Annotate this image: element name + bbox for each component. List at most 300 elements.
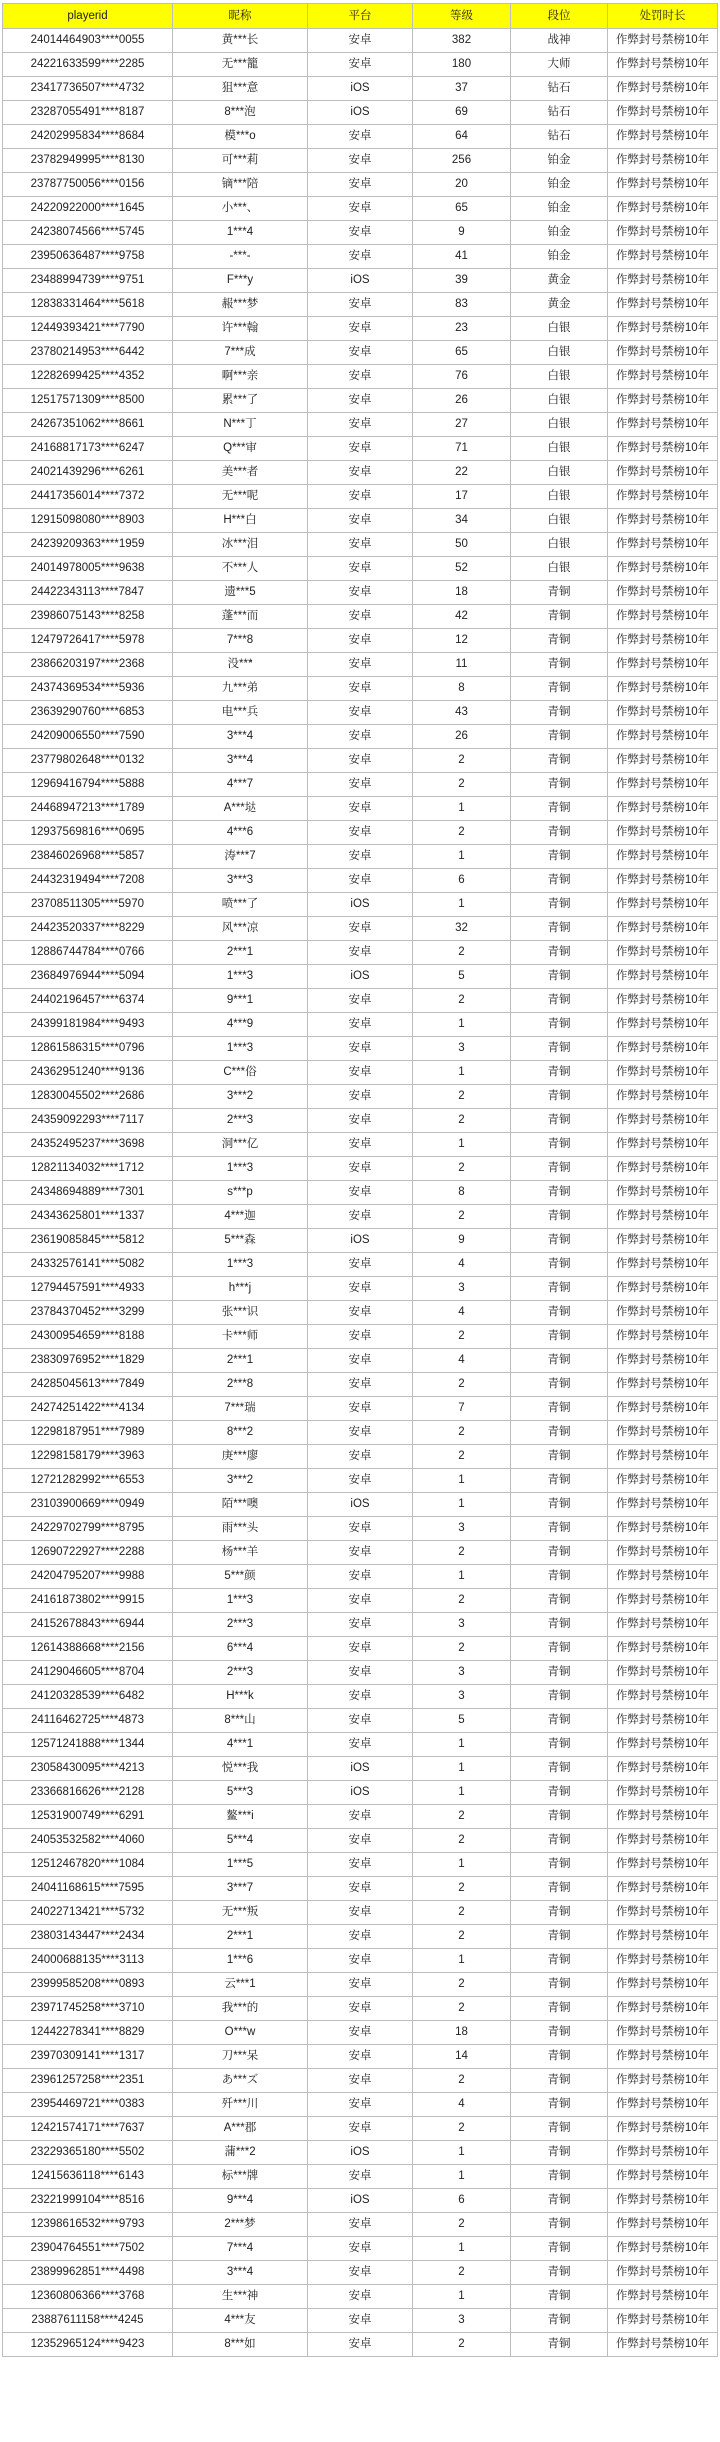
cell-rank: 青铜 <box>511 1061 608 1085</box>
cell-nickname: 5***森 <box>173 1229 308 1253</box>
cell-rank: 青铜 <box>511 989 608 1013</box>
cell-platform: 安卓 <box>308 1325 413 1349</box>
cell-level: 2 <box>413 2333 511 2357</box>
cell-rank: 青铜 <box>511 1301 608 1325</box>
cell-rank: 青铜 <box>511 1541 608 1565</box>
cell-penalty: 作弊封号禁榜10年 <box>608 749 718 773</box>
table-row <box>3 461 718 485</box>
cell-playerid: 23780214953****6442 <box>3 341 173 365</box>
cell-platform: 安卓 <box>308 125 413 149</box>
cell-nickname: 蓬***而 <box>173 605 308 629</box>
cell-rank: 铂金 <box>511 245 608 269</box>
cell-penalty: 作弊封号禁榜10年 <box>608 317 718 341</box>
cell-nickname: 1***6 <box>173 1949 308 1973</box>
cell-penalty: 作弊封号禁榜10年 <box>608 2117 718 2141</box>
table-row <box>3 53 718 77</box>
cell-nickname: 8***2 <box>173 1421 308 1445</box>
cell-penalty: 作弊封号禁榜10年 <box>608 1325 718 1349</box>
table-row <box>3 581 718 605</box>
cell-playerid: 12830045502****2686 <box>3 1085 173 1109</box>
cell-nickname: 1***3 <box>173 1037 308 1061</box>
cell-level: 76 <box>413 365 511 389</box>
header-platform: 平台 <box>308 4 413 29</box>
cell-playerid: 24209006550****7590 <box>3 725 173 749</box>
cell-nickname: 4***9 <box>173 1013 308 1037</box>
cell-nickname: C***俗 <box>173 1061 308 1085</box>
cell-level: 1 <box>413 1565 511 1589</box>
cell-level: 6 <box>413 2189 511 2213</box>
cell-level: 83 <box>413 293 511 317</box>
cell-penalty: 作弊封号禁榜10年 <box>608 221 718 245</box>
cell-penalty: 作弊封号禁榜10年 <box>608 581 718 605</box>
header-playerid: playerid <box>3 4 173 29</box>
cell-penalty: 作弊封号禁榜10年 <box>608 101 718 125</box>
cell-nickname: 标***牌 <box>173 2165 308 2189</box>
cell-penalty: 作弊封号禁榜10年 <box>608 1349 718 1373</box>
cell-playerid: 12937569816****0695 <box>3 821 173 845</box>
cell-platform: 安卓 <box>308 557 413 581</box>
cell-nickname: 3***4 <box>173 2261 308 2285</box>
header-row <box>3 4 718 29</box>
cell-platform: 安卓 <box>308 581 413 605</box>
cell-platform: 安卓 <box>308 29 413 53</box>
table-row <box>3 2165 718 2189</box>
cell-playerid: 12969416794****5888 <box>3 773 173 797</box>
cell-rank: 青铜 <box>511 1205 608 1229</box>
cell-rank: 青铜 <box>511 1253 608 1277</box>
cell-level: 2 <box>413 2069 511 2093</box>
cell-penalty: 作弊封号禁榜10年 <box>608 1181 718 1205</box>
cell-level: 2 <box>413 1157 511 1181</box>
cell-rank: 青铜 <box>511 821 608 845</box>
cell-nickname: 5***4 <box>173 1829 308 1853</box>
cell-platform: 安卓 <box>308 749 413 773</box>
cell-playerid: 23103900669****0949 <box>3 1493 173 1517</box>
cell-playerid: 24300954659****8188 <box>3 1325 173 1349</box>
cell-nickname: 黄***长 <box>173 29 308 53</box>
cell-playerid: 12721282992****6553 <box>3 1469 173 1493</box>
cell-nickname: 1***4 <box>173 221 308 245</box>
cell-playerid: 24053532582****4060 <box>3 1829 173 1853</box>
table-row <box>3 1589 718 1613</box>
table-row <box>3 1445 718 1469</box>
cell-level: 18 <box>413 2021 511 2045</box>
cell-penalty: 作弊封号禁榜10年 <box>608 1085 718 1109</box>
table-row <box>3 1205 718 1229</box>
cell-nickname: 3***3 <box>173 869 308 893</box>
table-row <box>3 893 718 917</box>
cell-platform: 安卓 <box>308 605 413 629</box>
cell-level: 2 <box>413 1877 511 1901</box>
cell-penalty: 作弊封号禁榜10年 <box>608 1637 718 1661</box>
cell-nickname: 小***、 <box>173 197 308 221</box>
cell-penalty: 作弊封号禁榜10年 <box>608 1205 718 1229</box>
cell-rank: 青铜 <box>511 1805 608 1829</box>
cell-platform: 安卓 <box>308 1709 413 1733</box>
cell-rank: 铂金 <box>511 221 608 245</box>
table-row <box>3 2141 718 2165</box>
cell-rank: 青铜 <box>511 725 608 749</box>
cell-nickname: 啊***亲 <box>173 365 308 389</box>
cell-level: 8 <box>413 677 511 701</box>
table-row <box>3 2213 718 2237</box>
cell-nickname: 许***翰 <box>173 317 308 341</box>
cell-penalty: 作弊封号禁榜10年 <box>608 1877 718 1901</box>
table-row <box>3 1397 718 1421</box>
cell-playerid: 23986075143****8258 <box>3 605 173 629</box>
table-row <box>3 629 718 653</box>
cell-nickname: 风***凉 <box>173 917 308 941</box>
header-nickname: 昵称 <box>173 4 308 29</box>
cell-nickname: A***垯 <box>173 797 308 821</box>
cell-platform: 安卓 <box>308 1349 413 1373</box>
cell-rank: 白银 <box>511 557 608 581</box>
table-row <box>3 1925 718 1949</box>
cell-playerid: 24229702799****8795 <box>3 1517 173 1541</box>
cell-playerid: 24129046605****8704 <box>3 1661 173 1685</box>
cell-playerid: 12886744784****0766 <box>3 941 173 965</box>
cell-nickname: 洞***亿 <box>173 1133 308 1157</box>
cell-nickname: 无***籠 <box>173 53 308 77</box>
cell-rank: 钻石 <box>511 77 608 101</box>
cell-rank: 青铜 <box>511 2021 608 2045</box>
cell-rank: 青铜 <box>511 797 608 821</box>
cell-nickname: s***p <box>173 1181 308 1205</box>
cell-platform: iOS <box>308 1493 413 1517</box>
cell-platform: 安卓 <box>308 533 413 557</box>
cell-platform: 安卓 <box>308 1421 413 1445</box>
cell-level: 2 <box>413 1109 511 1133</box>
cell-level: 26 <box>413 389 511 413</box>
cell-penalty: 作弊封号禁榜10年 <box>608 605 718 629</box>
cell-platform: 安卓 <box>308 1397 413 1421</box>
cell-penalty: 作弊封号禁榜10年 <box>608 2021 718 2045</box>
cell-platform: 安卓 <box>308 1181 413 1205</box>
cell-nickname: 狙***意 <box>173 77 308 101</box>
cell-playerid: 24120328539****6482 <box>3 1685 173 1709</box>
cell-level: 20 <box>413 173 511 197</box>
cell-platform: 安卓 <box>308 1253 413 1277</box>
cell-platform: 安卓 <box>308 485 413 509</box>
cell-platform: 安卓 <box>308 1997 413 2021</box>
cell-platform: 安卓 <box>308 1037 413 1061</box>
cell-platform: 安卓 <box>308 245 413 269</box>
table-row <box>3 1613 718 1637</box>
table-body <box>3 29 718 2357</box>
cell-penalty: 作弊封号禁榜10年 <box>608 941 718 965</box>
cell-rank: 白银 <box>511 437 608 461</box>
cell-rank: 青铜 <box>511 1997 608 2021</box>
table-row <box>3 701 718 725</box>
table-row <box>3 1805 718 1829</box>
cell-penalty: 作弊封号禁榜10年 <box>608 485 718 509</box>
cell-playerid: 12614388668****2156 <box>3 1637 173 1661</box>
cell-playerid: 24220922000****1645 <box>3 197 173 221</box>
cell-penalty: 作弊封号禁榜10年 <box>608 1469 718 1493</box>
cell-nickname: あ***ズ <box>173 2069 308 2093</box>
cell-level: 180 <box>413 53 511 77</box>
cell-nickname: 3***7 <box>173 1877 308 1901</box>
cell-nickname: 雨***头 <box>173 1517 308 1541</box>
cell-penalty: 作弊封号禁榜10年 <box>608 2333 718 2357</box>
cell-nickname: 1***3 <box>173 1589 308 1613</box>
cell-platform: iOS <box>308 1781 413 1805</box>
cell-platform: 安卓 <box>308 2285 413 2309</box>
cell-level: 2 <box>413 1925 511 1949</box>
cell-level: 2 <box>413 1805 511 1829</box>
table-row <box>3 965 718 989</box>
cell-platform: 安卓 <box>308 2165 413 2189</box>
cell-playerid: 23287055491****8187 <box>3 101 173 125</box>
cell-playerid: 23488994739****9751 <box>3 269 173 293</box>
cell-rank: 青铜 <box>511 1109 608 1133</box>
cell-nickname: 2***3 <box>173 1109 308 1133</box>
table-row <box>3 509 718 533</box>
cell-playerid: 24204795207****9988 <box>3 1565 173 1589</box>
table-row <box>3 125 718 149</box>
cell-nickname: 4***1 <box>173 1733 308 1757</box>
table-row <box>3 149 718 173</box>
cell-platform: 安卓 <box>308 2213 413 2237</box>
cell-penalty: 作弊封号禁榜10年 <box>608 413 718 437</box>
cell-nickname: 2***1 <box>173 1349 308 1373</box>
table-row <box>3 1541 718 1565</box>
cell-level: 2 <box>413 1325 511 1349</box>
cell-platform: 安卓 <box>308 1805 413 1829</box>
cell-penalty: 作弊封号禁榜10年 <box>608 1781 718 1805</box>
cell-platform: iOS <box>308 1757 413 1781</box>
cell-level: 12 <box>413 629 511 653</box>
cell-nickname: 九***弟 <box>173 677 308 701</box>
cell-platform: 安卓 <box>308 1541 413 1565</box>
cell-platform: 安卓 <box>308 1301 413 1325</box>
cell-penalty: 作弊封号禁榜10年 <box>608 1373 718 1397</box>
cell-nickname: h***j <box>173 1277 308 1301</box>
cell-nickname: 3***2 <box>173 1085 308 1109</box>
cell-playerid: 12360806366****3768 <box>3 2285 173 2309</box>
table-row <box>3 1733 718 1757</box>
cell-nickname: 没***ᡃ <box>173 653 308 677</box>
cell-level: 69 <box>413 101 511 125</box>
table-row <box>3 1085 718 1109</box>
table-header <box>3 4 718 29</box>
cell-penalty: 作弊封号禁榜10年 <box>608 1517 718 1541</box>
cell-nickname: 涛***7 <box>173 845 308 869</box>
cell-playerid: 12794457591****4933 <box>3 1277 173 1301</box>
cell-playerid: 23950636487****9758 <box>3 245 173 269</box>
cell-level: 3 <box>413 1277 511 1301</box>
cell-platform: 安卓 <box>308 53 413 77</box>
cell-rank: 青铜 <box>511 2285 608 2309</box>
cell-penalty: 作弊封号禁榜10年 <box>608 1133 718 1157</box>
cell-penalty: 作弊封号禁榜10年 <box>608 1685 718 1709</box>
cell-penalty: 作弊封号禁榜10年 <box>608 269 718 293</box>
cell-nickname: 冰***泪 <box>173 533 308 557</box>
cell-level: 4 <box>413 1253 511 1277</box>
cell-level: 22 <box>413 461 511 485</box>
table-row <box>3 1853 718 1877</box>
cell-penalty: 作弊封号禁榜10年 <box>608 1445 718 1469</box>
cell-rank: 青铜 <box>511 677 608 701</box>
cell-level: 37 <box>413 77 511 101</box>
table-row <box>3 1829 718 1853</box>
cell-nickname: 累***了 <box>173 389 308 413</box>
cell-penalty: 作弊封号禁榜10年 <box>608 461 718 485</box>
cell-playerid: 23639290760****6853 <box>3 701 173 725</box>
cell-level: 2 <box>413 1589 511 1613</box>
table-row <box>3 533 718 557</box>
table-row <box>3 1757 718 1781</box>
cell-rank: 青铜 <box>511 893 608 917</box>
cell-nickname: 庚***廖 <box>173 1445 308 1469</box>
cell-platform: 安卓 <box>308 725 413 749</box>
cell-penalty: 作弊封号禁榜10年 <box>608 437 718 461</box>
cell-playerid: 23782949995****8130 <box>3 149 173 173</box>
cell-level: 1 <box>413 2285 511 2309</box>
cell-playerid: 23684976944****5094 <box>3 965 173 989</box>
cell-platform: iOS <box>308 893 413 917</box>
cell-platform: 安卓 <box>308 701 413 725</box>
cell-penalty: 作弊封号禁榜10年 <box>608 725 718 749</box>
cell-level: 2 <box>413 749 511 773</box>
table-row <box>3 1997 718 2021</box>
cell-level: 1 <box>413 1013 511 1037</box>
cell-penalty: 作弊封号禁榜10年 <box>608 1709 718 1733</box>
cell-nickname: 3***2 <box>173 1469 308 1493</box>
cell-nickname: 杨***羊 <box>173 1541 308 1565</box>
cell-level: 2 <box>413 773 511 797</box>
cell-rank: 青铜 <box>511 749 608 773</box>
cell-playerid: 12398616532****9793 <box>3 2213 173 2237</box>
cell-penalty: 作弊封号禁榜10年 <box>608 77 718 101</box>
cell-rank: 白银 <box>511 413 608 437</box>
cell-playerid: 23954469721****0383 <box>3 2093 173 2117</box>
cell-nickname: 3***4 <box>173 725 308 749</box>
cell-platform: 安卓 <box>308 2261 413 2285</box>
cell-level: 3 <box>413 1661 511 1685</box>
cell-playerid: 23803143447****2434 <box>3 1925 173 1949</box>
cell-playerid: 23971745258****3710 <box>3 1997 173 2021</box>
cell-level: 2 <box>413 1541 511 1565</box>
cell-rank: 青铜 <box>511 1661 608 1685</box>
cell-playerid: 24021439296****6261 <box>3 461 173 485</box>
cell-level: 1 <box>413 2165 511 2189</box>
header-rank: 段位 <box>511 4 608 29</box>
cell-platform: 安卓 <box>308 797 413 821</box>
table-row <box>3 101 718 125</box>
cell-nickname: 模***o <box>173 125 308 149</box>
cell-platform: 安卓 <box>308 2045 413 2069</box>
cell-playerid: 23229365180****5502 <box>3 2141 173 2165</box>
cell-level: 2 <box>413 2261 511 2285</box>
cell-penalty: 作弊封号禁榜10年 <box>608 2069 718 2093</box>
cell-playerid: 23058430095****4213 <box>3 1757 173 1781</box>
cell-nickname: 4***友 <box>173 2309 308 2333</box>
table-row <box>3 437 718 461</box>
cell-playerid: 24348694889****7301 <box>3 1181 173 1205</box>
cell-penalty: 作弊封号禁榜10年 <box>608 1997 718 2021</box>
cell-playerid: 24014978005****9638 <box>3 557 173 581</box>
cell-rank: 青铜 <box>511 2141 608 2165</box>
cell-level: 65 <box>413 341 511 365</box>
cell-rank: 青铜 <box>511 773 608 797</box>
table-row <box>3 1037 718 1061</box>
cell-platform: iOS <box>308 269 413 293</box>
cell-playerid: 12479726417****5978 <box>3 629 173 653</box>
cell-platform: iOS <box>308 1229 413 1253</box>
cell-rank: 青铜 <box>511 605 608 629</box>
cell-penalty: 作弊封号禁榜10年 <box>608 1253 718 1277</box>
cell-rank: 青铜 <box>511 869 608 893</box>
cell-level: 2 <box>413 1445 511 1469</box>
cell-playerid: 24267351062****8661 <box>3 413 173 437</box>
cell-level: 7 <box>413 1397 511 1421</box>
cell-platform: 安卓 <box>308 869 413 893</box>
cell-rank: 青铜 <box>511 1925 608 1949</box>
cell-rank: 青铜 <box>511 1493 608 1517</box>
cell-rank: 白银 <box>511 461 608 485</box>
cell-level: 1 <box>413 1493 511 1517</box>
cell-nickname: 美***者 <box>173 461 308 485</box>
cell-level: 5 <box>413 965 511 989</box>
cell-level: 52 <box>413 557 511 581</box>
cell-playerid: 12517571309****8500 <box>3 389 173 413</box>
cell-playerid: 12352965124****9423 <box>3 2333 173 2357</box>
cell-playerid: 23830976952****1829 <box>3 1349 173 1373</box>
cell-level: 34 <box>413 509 511 533</box>
table-row <box>3 1109 718 1133</box>
table-row <box>3 917 718 941</box>
cell-level: 1 <box>413 1781 511 1805</box>
table-row <box>3 1181 718 1205</box>
cell-level: 1 <box>413 845 511 869</box>
cell-platform: 安卓 <box>308 1373 413 1397</box>
cell-nickname: -***- <box>173 245 308 269</box>
cell-playerid: 23899962851****4498 <box>3 2261 173 2285</box>
cell-playerid: 24221633599****2285 <box>3 53 173 77</box>
cell-playerid: 24161873802****9915 <box>3 1589 173 1613</box>
cell-level: 3 <box>413 1037 511 1061</box>
cell-penalty: 作弊封号禁榜10年 <box>608 557 718 581</box>
cell-platform: 安卓 <box>308 1637 413 1661</box>
cell-platform: 安卓 <box>308 821 413 845</box>
cell-rank: 青铜 <box>511 1829 608 1853</box>
cell-platform: iOS <box>308 965 413 989</box>
cell-rank: 青铜 <box>511 1157 608 1181</box>
header-penalty: 处罚时长 <box>608 4 718 29</box>
header-level: 等级 <box>413 4 511 29</box>
table-row <box>3 1637 718 1661</box>
table-row <box>3 245 718 269</box>
cell-playerid: 23999585208****0893 <box>3 1973 173 1997</box>
cell-playerid: 24332576141****5082 <box>3 1253 173 1277</box>
cell-rank: 青铜 <box>511 1949 608 1973</box>
table-row <box>3 1901 718 1925</box>
table-row <box>3 2069 718 2093</box>
cell-platform: 安卓 <box>308 845 413 869</box>
cell-penalty: 作弊封号禁榜10年 <box>608 365 718 389</box>
cell-playerid: 12531900749****6291 <box>3 1805 173 1829</box>
cell-level: 2 <box>413 1373 511 1397</box>
cell-nickname: 4***7 <box>173 773 308 797</box>
cell-nickname: 生***神 <box>173 2285 308 2309</box>
table-row <box>3 1517 718 1541</box>
cell-level: 23 <box>413 317 511 341</box>
cell-playerid: 12512467820****1084 <box>3 1853 173 1877</box>
cell-playerid: 23970309141****1317 <box>3 2045 173 2069</box>
cell-nickname: 张***识 <box>173 1301 308 1325</box>
cell-playerid: 12282699425****4352 <box>3 365 173 389</box>
